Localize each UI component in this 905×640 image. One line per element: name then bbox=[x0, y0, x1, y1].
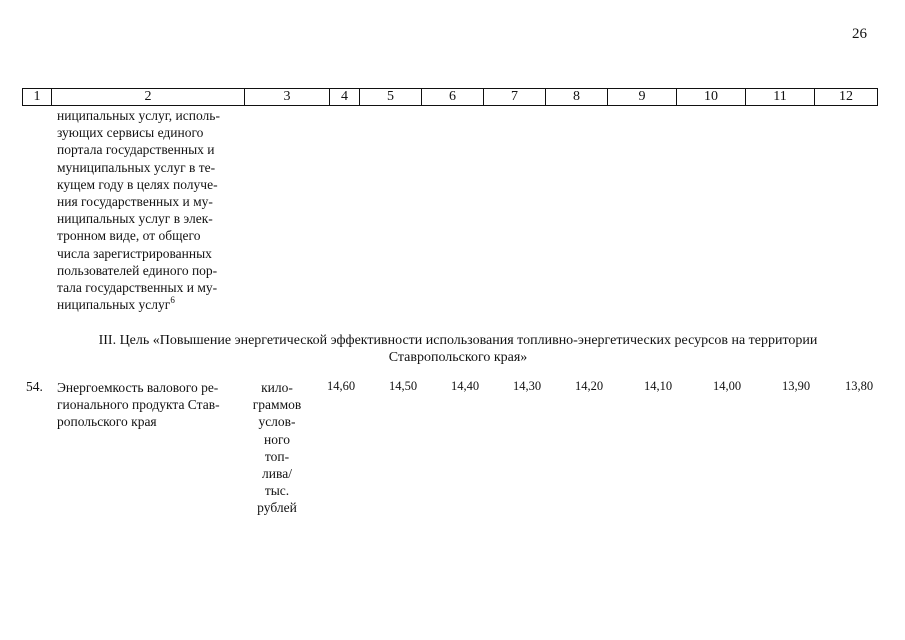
row-number: 54. bbox=[26, 379, 43, 394]
text-line: тыс. bbox=[264, 483, 290, 499]
continued-indicator-text bbox=[57, 107, 242, 313]
text-line: ного bbox=[264, 431, 290, 447]
value-cell: 14,40 bbox=[450, 379, 480, 393]
column-header: 3 bbox=[245, 89, 330, 105]
column-header: 9 bbox=[608, 89, 677, 105]
text-line: пользователей единого пор- bbox=[57, 262, 218, 278]
value-cell: 14,30 bbox=[512, 379, 542, 393]
text-line: числа зарегистрированных bbox=[57, 245, 212, 261]
column-header: 1 bbox=[23, 89, 52, 105]
page-number: 26 bbox=[852, 26, 867, 42]
footnote-marker: 6 bbox=[170, 294, 175, 305]
value-cell: 14,10 bbox=[643, 379, 673, 393]
text-line: ниципальных услуг, исполь- bbox=[57, 108, 220, 123]
indicator-name bbox=[57, 379, 220, 431]
column-header: 2 bbox=[52, 89, 245, 105]
column-header: 7 bbox=[484, 89, 546, 105]
text-line: кило- bbox=[261, 380, 293, 395]
value-cell: 14,00 bbox=[712, 379, 742, 393]
text-line: рублей bbox=[257, 500, 297, 516]
text-line: портала государственных и bbox=[57, 142, 215, 158]
text-line: Энергоемкость валового ре- bbox=[57, 380, 219, 395]
column-header: 8 bbox=[546, 89, 608, 105]
text-line: лива/ bbox=[262, 466, 292, 482]
text-line: муниципальных услуг в те- bbox=[57, 159, 216, 175]
text-line bbox=[57, 296, 242, 313]
section-heading-line: Ставропольского края» bbox=[388, 350, 528, 365]
column-header: 4 bbox=[330, 89, 360, 105]
text-line: ниципальных услуг в элек- bbox=[57, 211, 213, 227]
text-line-content: ниципальных услуг bbox=[57, 297, 171, 313]
text-line: тала государственных и му- bbox=[57, 280, 218, 296]
section-heading bbox=[40, 332, 876, 366]
unit-of-measure bbox=[244, 379, 310, 517]
text-line: ния государственных и му- bbox=[57, 194, 213, 210]
column-header: 6 bbox=[422, 89, 484, 105]
text-line: кущем году в целях получе- bbox=[57, 176, 218, 192]
column-header: 12 bbox=[839, 89, 853, 104]
value-cell: 14,20 bbox=[574, 379, 604, 393]
text-line: зующих сервисы единого bbox=[57, 125, 204, 141]
column-header: 10 bbox=[677, 89, 746, 105]
value-cell: 14,60 bbox=[326, 379, 356, 393]
text-line: топ- bbox=[264, 448, 290, 464]
text-line: гионального продукта Став- bbox=[57, 397, 220, 413]
table-header-row bbox=[22, 88, 878, 106]
text-line: тронном виде, от общего bbox=[57, 228, 201, 244]
column-header: 5 bbox=[360, 89, 422, 105]
value-cell: 13,90 bbox=[781, 379, 811, 393]
value-cell: 13,80 bbox=[844, 379, 874, 393]
text-line: ропольского края bbox=[57, 414, 157, 430]
section-heading-line: III. Цель «Повышение энергетической эффективности использования топливно-энергетических ресурсов на территории bbox=[98, 333, 818, 348]
column-header: 11 bbox=[746, 89, 815, 105]
text-line: услов- bbox=[258, 414, 296, 430]
value-cell: 14,50 bbox=[388, 379, 418, 393]
text-line: граммов bbox=[252, 397, 302, 413]
